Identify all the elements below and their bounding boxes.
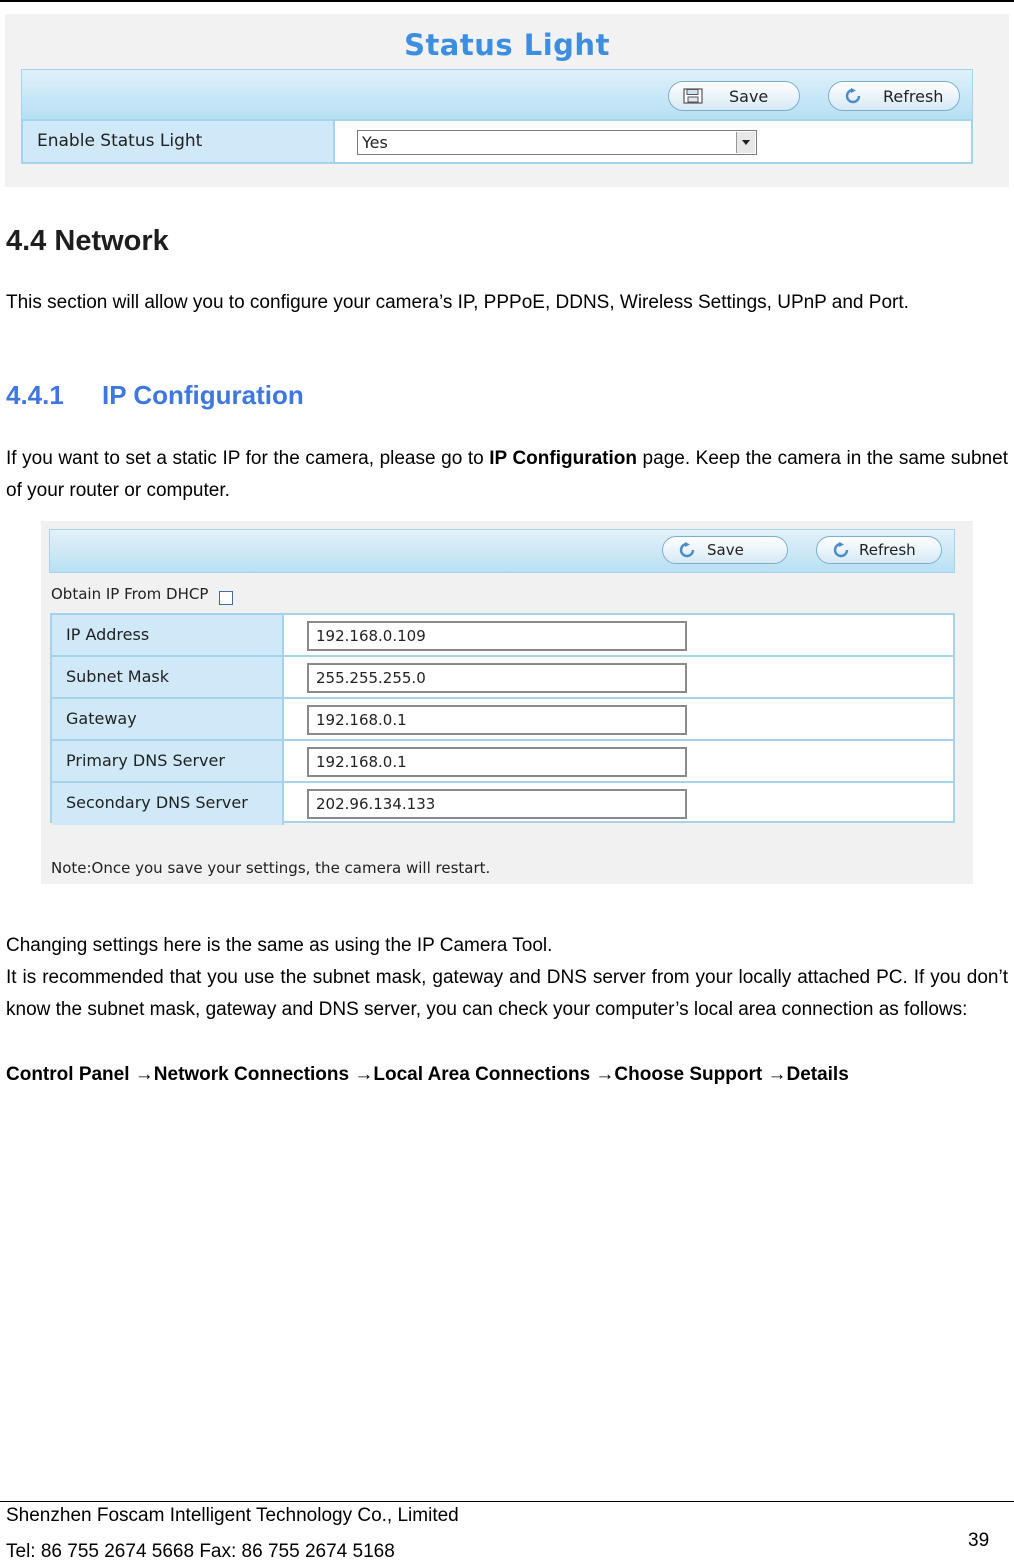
- top-rule: [0, 0, 1014, 2]
- ip-save-button[interactable]: [662, 536, 788, 564]
- table-row: [52, 741, 953, 783]
- table-row: [52, 657, 953, 699]
- secondary-dns-input[interactable]: 202.96.134.133: [307, 789, 687, 819]
- ip-config-paragraph-start: If you want to set a static IP for the camera, please go to: [6, 448, 490, 469]
- section-heading: 4.4 Network: [6, 225, 169, 257]
- status-light-title: Status Light: [404, 28, 610, 62]
- footer-contact: Tel: 86 755 2674 5668 Fax: 86 755 2674 5168: [6, 1541, 395, 1562]
- enable-status-light-label: Enable Status Light: [23, 121, 335, 162]
- ip-save-button-label: Save: [707, 541, 744, 559]
- refresh-button-label: Refresh: [883, 87, 944, 106]
- status-light-toolbar: [21, 69, 973, 122]
- ip-address-input[interactable]: 192.168.0.109: [307, 621, 687, 651]
- navigation-path: Control Panel →Network Connections →Local Area Connections →Choose Support →Details: [6, 1064, 849, 1085]
- save-button-label: Save: [729, 87, 769, 106]
- ip-config-paragraph-bold: IP Configuration: [489, 448, 637, 469]
- ip-config-paragraph-end: page. Keep the camera in the same subnet of your router or computer.: [6, 448, 1008, 501]
- footer-company: Shenzhen Foscam Intelligent Technology Co., Limited: [6, 1505, 459, 1526]
- table-row: [52, 699, 953, 741]
- dhcp-label: Obtain IP From DHCP: [51, 585, 209, 603]
- refresh-icon: [831, 542, 851, 558]
- subnet-mask-label: Subnet Mask: [52, 657, 284, 697]
- gateway-input[interactable]: 192.168.0.1: [307, 705, 687, 735]
- body-line-1: Changing settings here is the same as using the IP Camera Tool.: [6, 935, 553, 956]
- status-light-panel: [5, 14, 1009, 187]
- subsection-number: 4.4.1: [6, 380, 64, 410]
- gateway-label: Gateway: [52, 699, 284, 739]
- enable-status-light-row: [21, 119, 973, 164]
- restart-note: Note:Once you save your settings, the camera will restart.: [51, 859, 491, 877]
- primary-dns-input[interactable]: 192.168.0.1: [307, 747, 687, 777]
- save-button[interactable]: [668, 81, 800, 111]
- ip-config-table: [50, 613, 955, 823]
- ip-refresh-button[interactable]: [816, 536, 942, 564]
- chevron-down-icon[interactable]: [736, 132, 755, 153]
- refresh-button[interactable]: [828, 81, 960, 111]
- ip-address-label: IP Address: [52, 615, 284, 655]
- body-paragraph-2: It is recommended that you use the subnet mask, gateway and DNS server from your locally attached PC. If you don’t know the subnet mask, gateway and DNS server, you can check your computer’s local area connection as follows:: [6, 967, 1008, 1020]
- floppy-disk-icon: [683, 88, 703, 104]
- subnet-mask-input[interactable]: 255.255.255.0: [307, 663, 687, 693]
- subsection-title: IP Configuration: [102, 380, 304, 410]
- section-intro: This section will allow you to configure your camera’s IP, PPPoE, DDNS, Wireless Settings, UPnP and Port.: [6, 292, 909, 313]
- footer-rule: [0, 1501, 1014, 1502]
- refresh-icon: [843, 88, 863, 104]
- ip-config-toolbar: [49, 529, 955, 573]
- page-number: 39: [968, 1530, 990, 1551]
- enable-status-light-value: Yes: [362, 133, 388, 152]
- secondary-dns-label: Secondary DNS Server: [52, 783, 284, 825]
- table-row: [52, 783, 953, 825]
- enable-status-light-select[interactable]: [357, 130, 757, 155]
- table-row: [52, 615, 953, 657]
- ip-config-paragraph: [6, 443, 1008, 507]
- ip-config-panel: [41, 521, 973, 884]
- subsection-heading: [6, 380, 304, 411]
- refresh-icon: [677, 542, 697, 558]
- dhcp-checkbox[interactable]: [219, 591, 233, 605]
- primary-dns-label: Primary DNS Server: [52, 741, 284, 781]
- ip-refresh-button-label: Refresh: [859, 541, 916, 559]
